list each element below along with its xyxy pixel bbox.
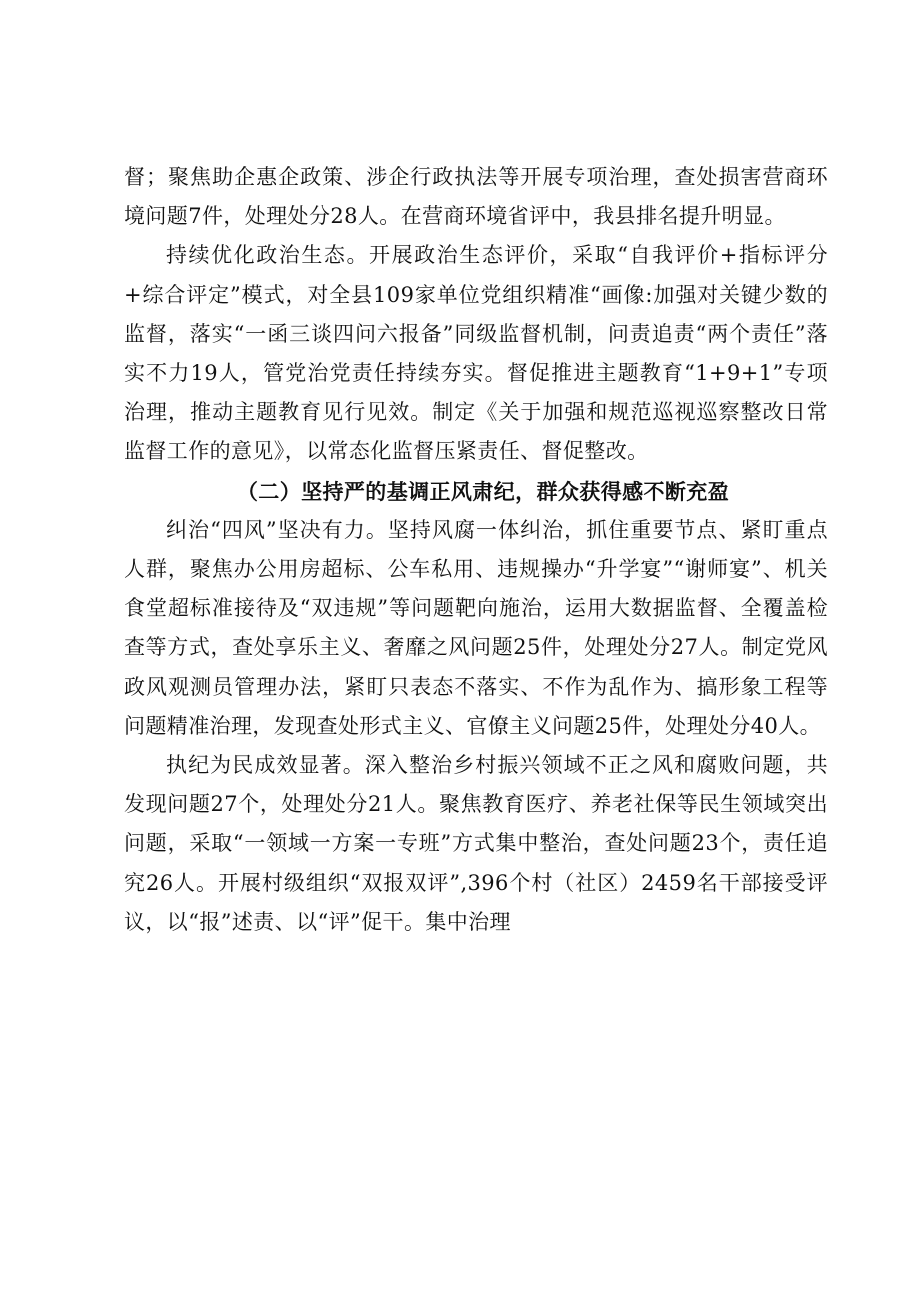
paragraph-continued: 督；聚焦助企惠企政策、涉企行政执法等开展专项治理，查处损害营商环境问题7件，处理处分28人。在营商环境省评中，我县排名提升明显。: [124, 165, 828, 229]
paragraph-four-winds: 纠治“四风”坚决有力。坚持风腐一体纠治，抓住重要节点、紧盯重点人群，聚焦办公用房超标、公车私用、违规操办“升学宴”“谢师宴”、机关食堂超标准接待及“双违规”等问题靶向施治，运用大数据监督、全覆盖检查等方式，查处享乐主义、奢靡之风问题25件，处理处分27人。制定党风政风观测员管理办法，紧盯只表态不落实、不作为乱作为、搞形象工程等问题精准治理，发现查处形式主义、官僚主义问题25件，处理处分40人。: [124, 517, 828, 738]
paragraph-political-ecology: 持续优化政治生态。开展政治生态评价，采取“自我评价+指标评分+综合评定”模式，对全县109家单位党组织精准“画像:加强对关键少数的监督，落实“一函三谈四问六报备”同级监督机制，问责追责“两个责任”落实不力19人，管党治党责任持续夯实。督促推进主题教育“1+9+1”专项治理，推动主题教育见行见效。制定《关于加强和规范巡视巡察整改日常监督工作的意见》，以常态化监督压紧责任、督促整改。: [124, 243, 828, 464]
section-heading: （二）坚持严的基调正风肃纪，群众获得感不断充盈: [236, 478, 730, 504]
paragraph-discipline-for-people: 执纪为民成效显著。深入整治乡村振兴领域不正之风和腐败问题，共发现问题27个，处理处分21人。聚焦教育医疗、养老社保等民生领域突出问题，采取“一领域一方案一专班”方式集中整治，查处问题23个，责任追究26人。开展村级组织“双报双评”,396个村（社区）2459名干部接受评议，以“报”述责、以“评”促干。集中治理: [124, 753, 828, 934]
